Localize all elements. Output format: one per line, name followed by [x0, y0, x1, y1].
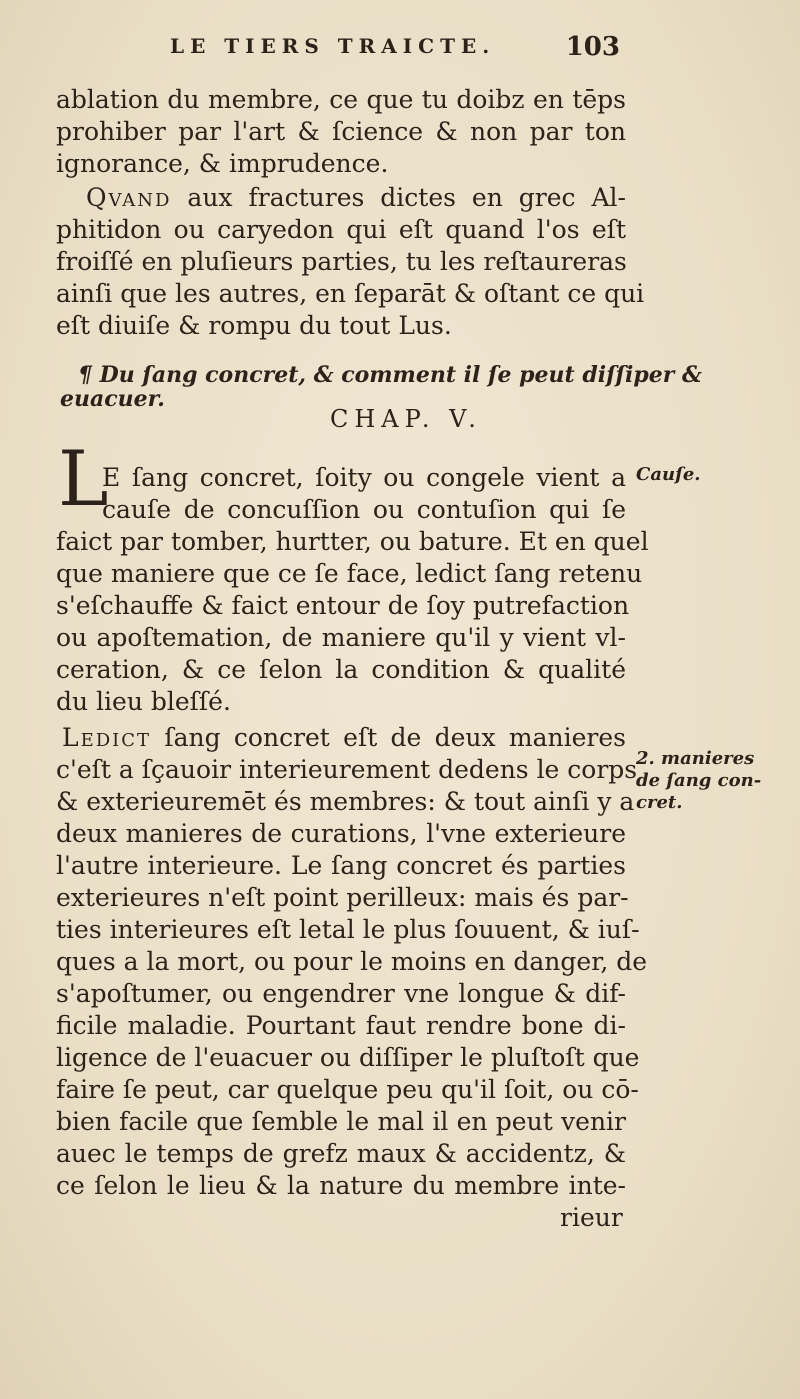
text-line: phitidon ou caryedon qui eſt quand l'os eſt [56, 215, 626, 244]
margin-note-manieres-line: 2. manieres [636, 748, 755, 769]
text-line: ainſi que les autres, en ſeparāt & oſtant ce qui [56, 279, 645, 308]
text-line: auec le temps de grefz maux & accidentz, & [56, 1139, 626, 1168]
text-line: ques a la mort, ou pour le moins en danger, de [56, 947, 648, 976]
pilcrow-icon: ¶ [78, 362, 92, 388]
section-heading-continued: euacuer. [60, 386, 165, 412]
text-line: du lieu bleſſé. [56, 687, 231, 716]
paragraph-lead: Qvand [86, 183, 172, 212]
running-head [170, 28, 620, 68]
margin-note-cause: Cauſe. [636, 464, 701, 485]
text-line: E ſang concret, ſoity ou congele vient a [102, 463, 626, 492]
page-number: 103 [565, 32, 620, 62]
text-line: bien facile que ſemble le mal il en peut venir [56, 1107, 626, 1136]
text-line: s'eſchauffe & faict entour de ſoy putrefaction [56, 591, 630, 620]
text-line: prohiber par l'art & ſcience & non par ton [56, 117, 626, 146]
text-line: s'apoſtumer, ou engendrer vne longue & dif- [56, 979, 626, 1008]
text-line: ligence de l'euacuer ou diſſiper le pluſtoſt que [56, 1043, 640, 1072]
text-line: ce ſelon le lieu & la nature du membre inte- [56, 1171, 626, 1200]
text-span: aux fractures dictes en grec Al- [171, 183, 626, 212]
text-line: c'eſt a ſçauoir interieurement dedens le corps [56, 755, 638, 784]
text-line: faict par tomber, hurtter, ou bature. Et en quel [56, 527, 649, 556]
text-line: ablation du membre, ce que tu doibz en tēps [56, 85, 626, 114]
text-line [86, 182, 626, 214]
text-line: faire ſe peut, car quelque peu qu'il ſoit, ou cō- [56, 1075, 639, 1104]
text-line: ficile maladie. Pourtant faut rendre bone di- [56, 1011, 626, 1040]
text-line: cauſe de concuſſion ou contuſion qui ſe [102, 495, 626, 524]
chapter-title: CHAP. V. [330, 405, 482, 433]
text-line: l'autre interieure. Le ſang concret és parties [56, 851, 626, 880]
text-line: que maniere que ce ſe face, ledict ſang retenu [56, 559, 643, 588]
text-line: ceration, & ce ſelon la condition & qualité [56, 655, 626, 684]
text-line: ou apoſtemation, de maniere qu'il y vient vl- [56, 623, 626, 652]
margin-note-manieres-line: cret. [636, 792, 683, 813]
text-span: ſang concret eſt de deux manieres [151, 723, 626, 752]
section-heading [78, 362, 702, 388]
paragraph-lead: Ledict [62, 723, 152, 752]
drop-cap: L [58, 434, 109, 523]
text-line: & exterieuremēt és membres: & tout ainſi y a [56, 787, 635, 816]
heading-text: Du ſang concret, & comment il ſe peut diſſiper & [99, 362, 702, 388]
text-line: deux manieres de curations, l'vne exterieure [56, 819, 626, 848]
margin-note-manieres-line: de ſang con- [636, 770, 762, 791]
catchword: rieur [560, 1203, 623, 1232]
text-line: exterieures n'eſt point perilleux: mais és par- [56, 883, 629, 912]
text-line: ties interieures eſt letal le plus ſouuent, & iuſ- [56, 915, 640, 944]
running-head-title: LE TIERS TRAICTE. [170, 34, 496, 58]
text-line: eſt diuiſe & rompu du tout Lus. [56, 311, 452, 340]
text-line: froiſſé en pluſieurs parties, tu les reſtaureras [56, 247, 627, 276]
text-line [62, 722, 626, 754]
text-line: ignorance, & imprudence. [56, 149, 389, 178]
